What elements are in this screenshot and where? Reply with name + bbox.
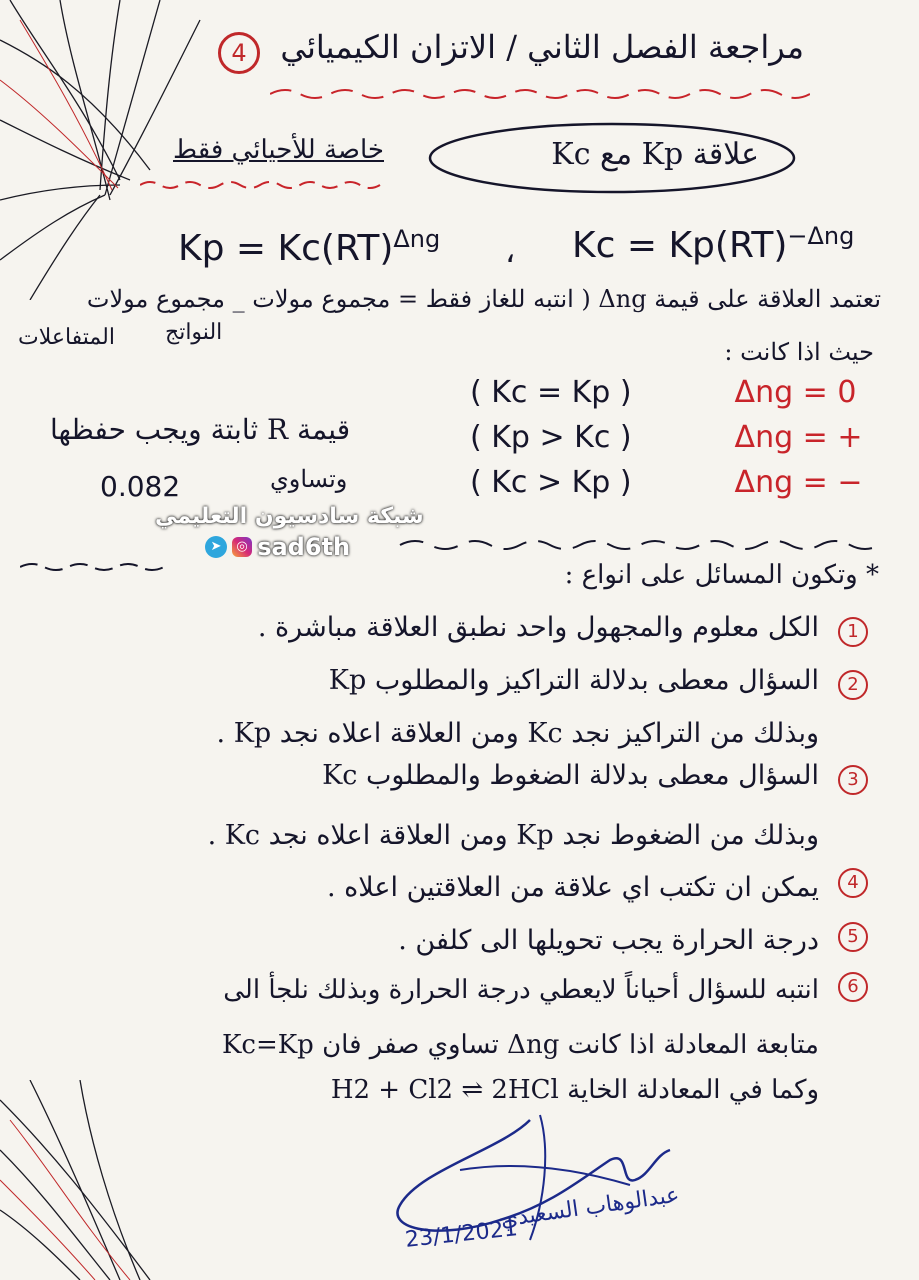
- problem-number-badge: [838, 868, 868, 898]
- equation-kc: [572, 222, 854, 266]
- problem-number: 2: [838, 670, 868, 700]
- equation-separator: ،: [505, 232, 516, 270]
- equation-kp-exponent: Δng: [393, 225, 441, 253]
- problem-line: انتبه للسؤال أحياناً لايعطي درجة الحرارة وبذلك نلجأ الى: [223, 975, 819, 1005]
- problem-number: 3: [838, 765, 868, 795]
- case-condition: Δng = 0: [734, 375, 857, 410]
- red-squiggle-divider: [270, 84, 810, 104]
- explain-line-1: تعتمد العلاقة على قيمة Δng ( انتبه للغاز فقط = مجموع مولات _ مجموع مولات: [86, 285, 881, 313]
- problem-number-badge: [838, 922, 868, 952]
- case-condition: Δng = +: [734, 420, 863, 455]
- telegram-icon: ➤: [205, 536, 227, 558]
- case-row: [470, 375, 856, 410]
- case-row: [470, 465, 862, 500]
- equation-kp: [178, 225, 440, 269]
- instagram-icon: ◎: [232, 537, 252, 557]
- signature-name: عبدالوهاب السعيدي: [499, 1182, 681, 1233]
- problem-number: 1: [838, 617, 868, 647]
- watermark-network: شبكة سادسيون التعليمي: [155, 504, 424, 529]
- problem-number: 4: [838, 868, 868, 898]
- problem-line: يمكن ان تكتب اي علاقة من العلاقتين اعلاه .: [327, 872, 819, 903]
- problem-line: متابعة المعادلة اذا كانت Δng تساوي صفر فان Kc=Kp: [221, 1030, 819, 1060]
- equation-kc-exponent: −Δng: [787, 222, 855, 250]
- problems-intro: * وتكون المسائل على انواع :: [564, 560, 879, 590]
- r-constant-equals: وتساوي: [270, 465, 348, 493]
- problem-line: السؤال معطى بدلالة التراكيز والمطلوب Kp: [328, 665, 819, 696]
- watermark-handle: sad6th: [257, 533, 351, 561]
- case-condition: Δng = −: [734, 465, 863, 500]
- problem-line: وكما في المعادلة الخاية H2 + Cl2 ⇌ 2HCl: [330, 1075, 819, 1105]
- problem-line: الكل معلوم والمجهول واحد نطبق العلاقة مباشرة .: [257, 612, 819, 643]
- problem-line: وبذلك من التراكيز نجد Kc ومن العلاقة اعلاه نجد Kp .: [216, 718, 819, 749]
- problem-number: 6: [838, 972, 868, 1002]
- signature-date: 23/1/2021: [404, 1216, 519, 1253]
- r-constant-value: 0.082: [100, 470, 181, 503]
- section-note: خاصة للأحيائي فقط: [173, 135, 384, 165]
- explain-products: النواتج: [165, 320, 223, 345]
- equation-kp-body: Kp = Kc(RT): [178, 228, 394, 269]
- case-row: [470, 420, 862, 455]
- problem-line: درجة الحرارة يجب تحويلها الى كلفن .: [398, 925, 819, 956]
- r-constant-note: قيمة R ثابتة ويجب حفظها: [50, 413, 351, 446]
- case-result: ( Kp > Kc ): [470, 420, 632, 455]
- page-number: 4: [231, 39, 247, 67]
- problem-number-badge: [838, 972, 868, 1002]
- case-result: ( Kc = Kp ): [470, 375, 632, 410]
- equation-kc-body: Kc = Kp(RT): [572, 225, 788, 266]
- case-result: ( Kc > Kp ): [470, 465, 632, 500]
- palm-decoration-bottom-left: [0, 1080, 170, 1280]
- problem-number-badge: [838, 765, 868, 795]
- relation-box-text: علاقة Kp مع Kc: [551, 137, 759, 172]
- explain-reactants: المتفاعلات: [18, 325, 115, 350]
- problem-number-badge: [838, 670, 868, 700]
- problem-line: وبذلك من الضغوط نجد Kp ومن العلاقة اعلاه نجد Kc .: [207, 820, 819, 851]
- red-squiggle-underline: [140, 178, 390, 192]
- page-title: مراجعة الفصل الثاني / الاتزان الكيميائي: [280, 28, 804, 66]
- problem-number: 5: [838, 922, 868, 952]
- problem-number-badge: [838, 617, 868, 647]
- explain-line-3: حيث اذا كانت :: [724, 338, 874, 366]
- page-number-badge: [218, 32, 260, 74]
- problem-line: السؤال معطى بدلالة الضغوط والمطلوب Kc: [322, 760, 819, 791]
